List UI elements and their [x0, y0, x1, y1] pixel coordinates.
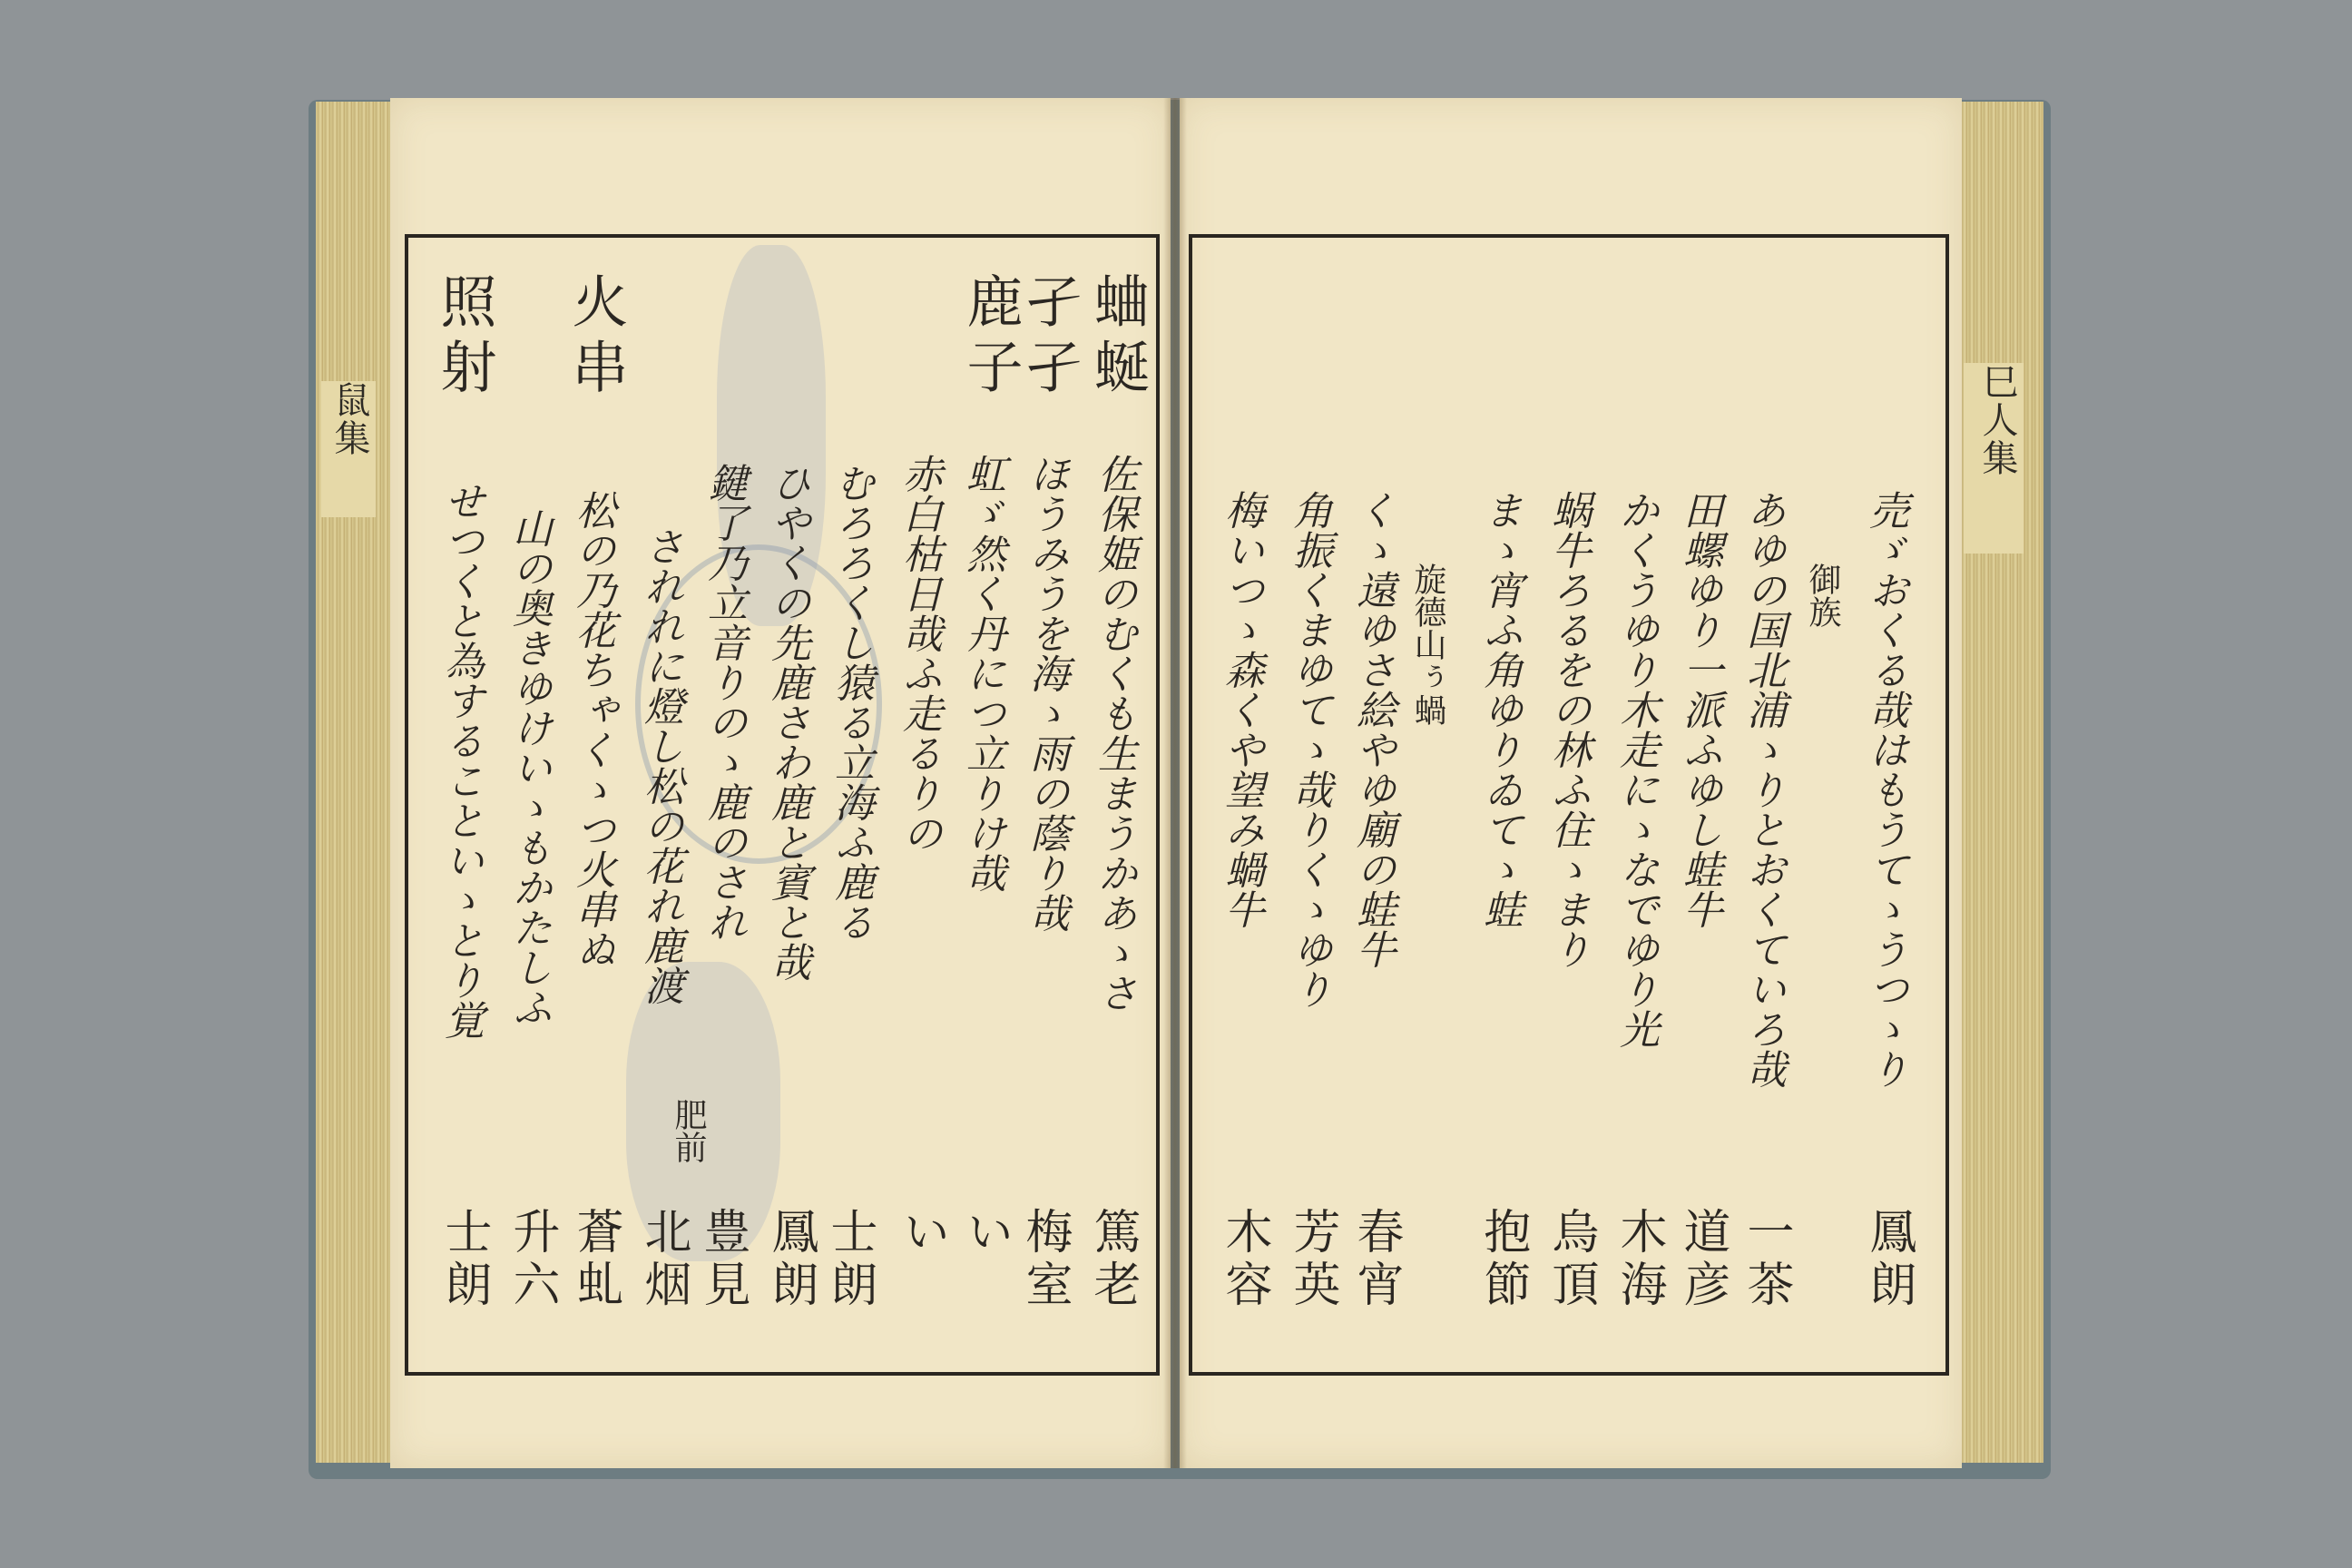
author-name: 梅室 — [1017, 1207, 1072, 1312]
author-note: 肥前 — [670, 1098, 707, 1163]
author-name: 木海 — [1612, 1207, 1666, 1312]
author-name: 芳英 — [1285, 1207, 1339, 1312]
author-name: 鳳朗 — [763, 1207, 818, 1312]
poem-line: まゝ宵ふ角ゆりゐてゝ蛙 — [1476, 490, 1523, 929]
poem-prefix: 御族 — [1804, 563, 1841, 628]
poem-line: ほうみうを海ゝ雨の蔭り哉 — [1023, 454, 1069, 933]
poem-line: むろろくし猿る立海ふ鹿る — [828, 463, 874, 942]
poem-line: 梅いつゝ森くや望み蝸牛 — [1218, 490, 1264, 929]
poem-line: 蜗牛ろるをの林ふ住ゝまり — [1544, 490, 1591, 969]
poem-line: 虹ゞ然く丹につ立りけ哉 — [959, 454, 1005, 893]
poem-line: されれに燈し松の花れ鹿渡 — [637, 526, 683, 1005]
author-name: 士朗 — [822, 1207, 877, 1312]
heading-2a: 孑孑 — [1016, 272, 1083, 403]
left-margin-label: 鼠集 — [321, 381, 376, 517]
poem-line: 田螺ゆり一派ふゆし蛙牛 — [1676, 490, 1722, 929]
poem-line: 鍵了乃立音りのゝ鹿のされ — [701, 463, 747, 942]
poem-line: かくうゆり木走にゝなでゆり光 — [1612, 490, 1659, 1049]
right-margin-label: 巳人集 — [1964, 363, 2024, 554]
poem-line: せつくと為することいゝとり覚 — [437, 481, 484, 1040]
heading-4: 照射 — [431, 272, 497, 403]
poem-line: 赤白枯日哉ふ走るりの — [896, 454, 942, 853]
author-name: い — [895, 1207, 949, 1259]
author-name: 北烟 — [636, 1207, 691, 1312]
author-name: 一茶 — [1739, 1207, 1793, 1312]
heading-1: 蛐蜒 — [1084, 272, 1151, 403]
author-name: 升六 — [505, 1207, 559, 1312]
heading-2b: 鹿子 — [957, 272, 1024, 403]
poem-line: 角振くまゆてゝ哉りくゝゆり — [1286, 490, 1332, 1009]
heading-3: 火串 — [563, 272, 629, 403]
book-gutter — [1163, 98, 1187, 1468]
author-name: 豊見 — [695, 1207, 750, 1312]
poem-line: あゆの国北浦ゝりとおくていろ哉 — [1740, 490, 1786, 1089]
right-page-edge — [1960, 102, 2043, 1463]
author-name: い — [958, 1207, 1013, 1259]
author-name: 篤老 — [1085, 1207, 1140, 1312]
author-name: 鳳朗 — [1861, 1207, 1916, 1312]
poem-prefix: 旋德山ぅ蝸 — [1409, 563, 1446, 726]
author-name: 烏頂 — [1544, 1207, 1598, 1312]
poem-line: 山の奥きゆけいゝもかたしふ — [505, 508, 552, 1027]
author-name: 士朗 — [436, 1207, 491, 1312]
author-name: 道彦 — [1675, 1207, 1730, 1312]
left-page-edge — [316, 102, 390, 1463]
author-name: 木容 — [1217, 1207, 1271, 1312]
author-name: 春宵 — [1348, 1207, 1403, 1312]
poem-line: 佐保姫のむくも生まうかあゝさ — [1091, 454, 1137, 1013]
poem-line: くゝ遠ゆさ絵やゆ廟の蛙牛 — [1349, 490, 1396, 969]
poem-line: ひやくの先鹿さわ鹿と賓と哉 — [764, 463, 810, 982]
author-name: 蒼虬 — [568, 1207, 622, 1312]
poem-line: 松の乃花ちゃくゝつ火串ぬ — [569, 490, 615, 969]
poem-line: 売ゞおくる哉はもうてゝうつゝり — [1862, 490, 1908, 1089]
author-name: 抱節 — [1475, 1207, 1530, 1312]
